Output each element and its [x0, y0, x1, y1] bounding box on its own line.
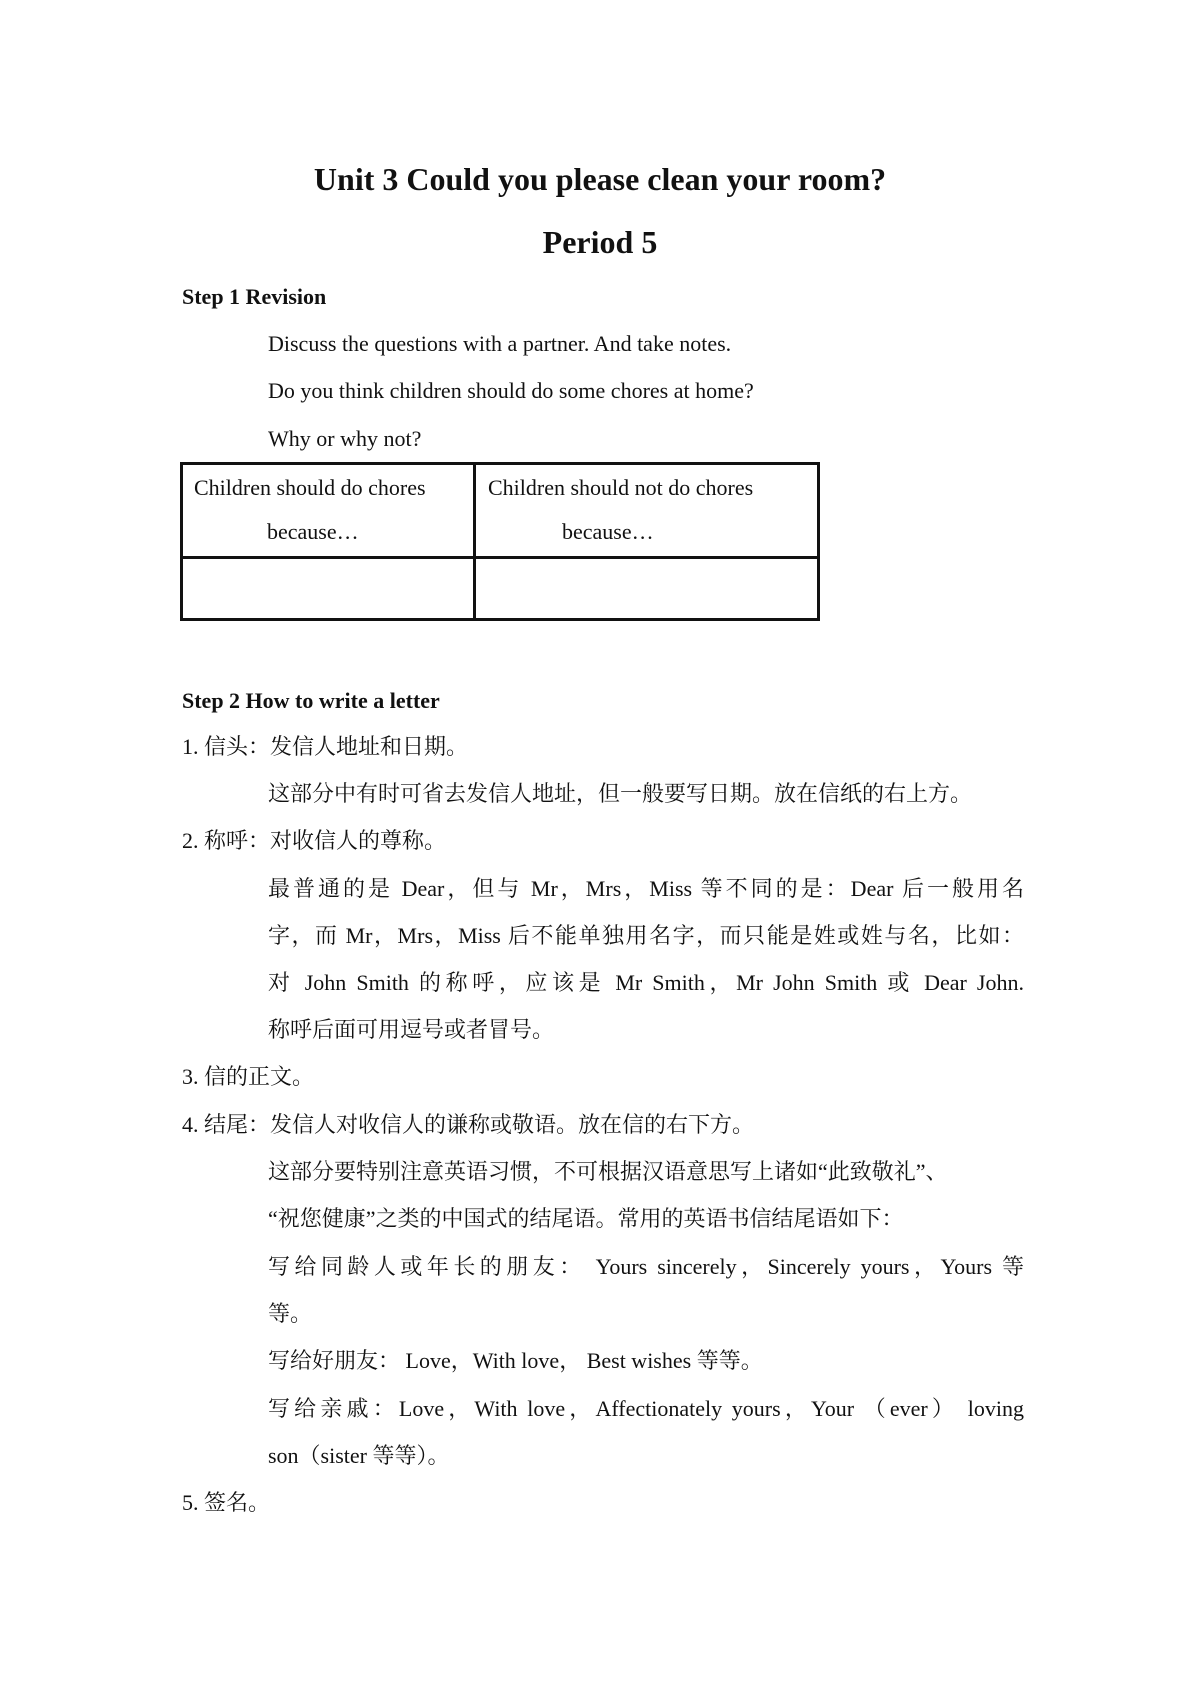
item-4-line-3: 写给同龄人或年长的朋友： Yours sincerely，Sincerely yours，Yours 等 — [268, 1254, 1024, 1279]
table-notes-cell-should-not — [475, 558, 819, 620]
chores-notes-table — [180, 462, 820, 621]
step1-question-1: Do you think children should do some chores at home? — [268, 378, 754, 403]
item-4-title: 4. 结尾：发信人对收信人的谦称或敬语。放在信的右下方。 — [182, 1112, 755, 1137]
table-notes-cell-should — [182, 558, 475, 620]
item-4-line-6: 写给亲戚：Love，With love，Affectionately yours，Your （ever） loving — [268, 1396, 1024, 1421]
step2-heading: Step 2 How to write a letter — [182, 688, 440, 713]
document-subtitle: Period 5 — [542, 224, 658, 260]
table-header-should-not — [475, 464, 819, 558]
item-2-line-1: 最普通的是 Dear，但与 Mr，Mrs，Miss 等不同的是：Dear 后一般用名 — [268, 876, 1024, 901]
item-2-line-3: 对 John Smith 的称呼，应该是 Mr Smith，Mr John Smith 或 Dear John. — [268, 970, 1024, 995]
step1-question-2: Why or why not? — [268, 426, 422, 451]
item-4-line-1: 这部分要特别注意英语习惯，不可根据汉语意思写上诸如“此致敬礼”、 — [268, 1159, 948, 1184]
item-2-line-2: 字，而 Mr，Mrs，Miss 后不能单独用名字，而只能是姓或姓与名，比如： — [268, 923, 1024, 948]
item-4-line-4: 等。 — [268, 1301, 313, 1326]
table-header-should-not-line2: because… — [562, 519, 654, 544]
item-4-line-5: 写给好朋友： Love，With love， Best wishes 等等。 — [268, 1348, 763, 1373]
step1-heading: Step 1 Revision — [182, 284, 327, 309]
item-4-line-2: “祝您健康”之类的中国式的结尾语。常用的英语书信结尾语如下： — [268, 1206, 904, 1231]
item-2-line-4: 称呼后面可用逗号或者冒号。 — [268, 1017, 555, 1042]
step1-instruction: Discuss the questions with a partner. And take notes. — [268, 331, 732, 356]
item-4-line-7: son（sister 等等）。 — [268, 1443, 450, 1468]
item-2-title: 2. 称呼：对收信人的尊称。 — [182, 828, 447, 853]
table-header-should-line1: Children should do chores — [194, 475, 426, 500]
table-header-should-not-line1: Children should not do chores — [488, 475, 754, 500]
table-header-should-line2: because… — [267, 519, 359, 544]
item-1-note: 这部分中有时可省去发信人地址，但一般要写日期。放在信纸的右上方。 — [268, 781, 973, 806]
item-5-title: 5. 签名。 — [182, 1490, 271, 1515]
item-1-title: 1. 信头：发信人地址和日期。 — [182, 734, 469, 759]
item-3-title: 3. 信的正文。 — [182, 1064, 315, 1089]
document-title: Unit 3 Could you please clean your room? — [313, 161, 887, 197]
table-header-should — [182, 464, 475, 558]
